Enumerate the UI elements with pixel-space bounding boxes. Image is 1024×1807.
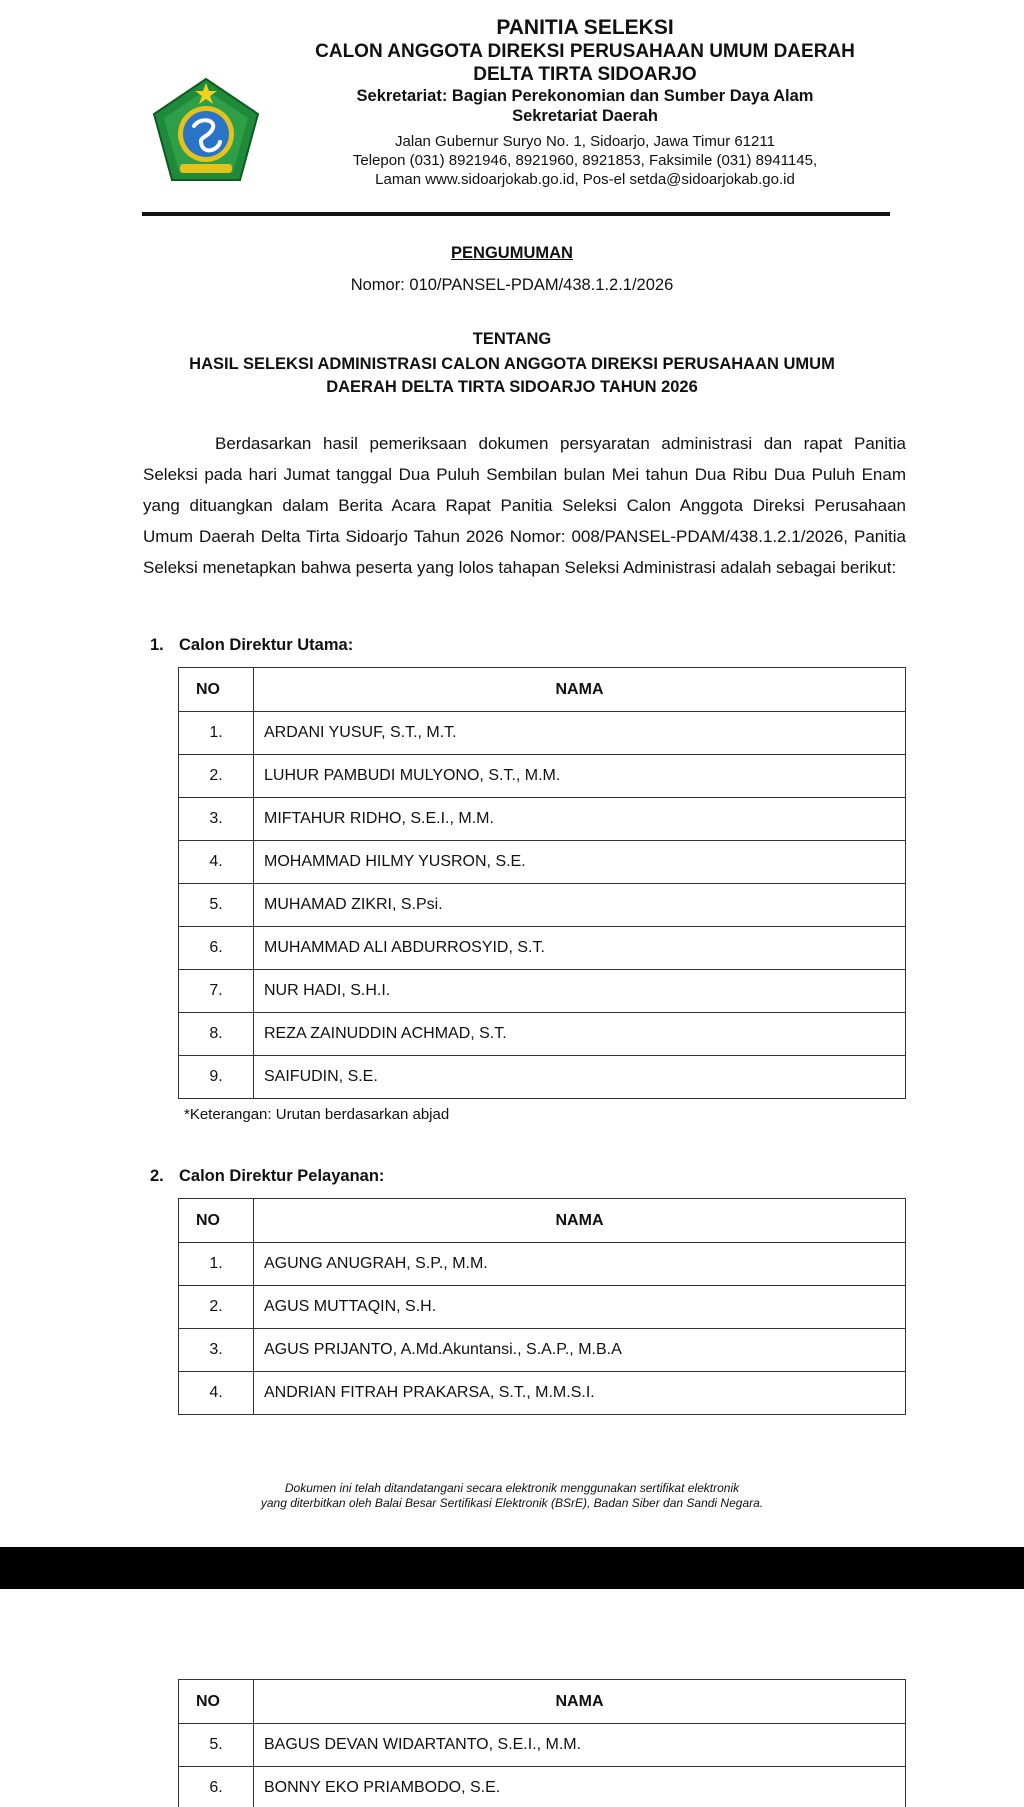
letterhead-text <box>290 16 880 189</box>
header-nama: NAMA <box>254 1199 906 1243</box>
announcement-number: Nomor: 010/PANSEL-PDAM/438.1.2.1/2026 <box>350 276 674 294</box>
row-nama: AGUNG ANUGRAH, S.P., M.M. <box>254 1243 906 1286</box>
table-row <box>179 970 906 1013</box>
table-header-row <box>179 1680 906 1724</box>
secretariat-line: Sekretariat: Bagian Perekonomian dan Sumber Daya Alam <box>356 87 814 105</box>
committee-name: PANITIA SELEKSI <box>496 16 674 39</box>
table-row <box>179 1724 906 1767</box>
candidates-table-director-service <box>178 1198 906 1415</box>
table-row <box>179 712 906 755</box>
row-nama: MOHAMMAD HILMY YUSRON, S.E. <box>254 841 906 884</box>
secretariat-region: Sekretariat Daerah <box>512 107 658 125</box>
section-2-number: 2. <box>150 1167 164 1185</box>
row-no: 6. <box>179 927 254 970</box>
table-row <box>179 884 906 927</box>
row-no: 7. <box>179 970 254 1013</box>
footer-line-2: yang diterbitkan oleh Balai Besar Sertifikasi Elektronik (BSrE), Badan Siber dan Sandi Negara. <box>260 1496 764 1510</box>
letterhead-divider <box>142 212 890 216</box>
row-nama: MUHAMAD ZIKRI, S.Psi. <box>254 884 906 927</box>
table-header-row <box>179 1199 906 1243</box>
row-nama: BAGUS DEVAN WIDARTANTO, S.E.I., M.M. <box>254 1724 906 1767</box>
row-no: 3. <box>179 798 254 841</box>
row-nama: AGUS PRIJANTO, A.Md.Akuntansi., S.A.P., M.B.A <box>254 1329 906 1372</box>
table-row <box>179 1243 906 1286</box>
committee-subtitle: CALON ANGGOTA DIREKSI PERUSAHAAN UMUM DAERAH <box>315 41 855 62</box>
table-row <box>179 1767 906 1807</box>
row-nama: ANDRIAN FITRAH PRAKARSA, S.T., M.M.S.I. <box>254 1372 906 1415</box>
announcement-about-label: TENTANG <box>472 330 552 348</box>
table-footnote: *Keterangan: Urutan berdasarkan abjad <box>184 1106 450 1123</box>
table-row <box>179 1286 906 1329</box>
row-no: 1. <box>179 712 254 755</box>
address: Jalan Gubernur Suryo No. 1, Sidoarjo, Jawa Timur 61211 <box>395 133 775 150</box>
candidates-table-director-main <box>178 667 906 1099</box>
subject-line-2: DAERAH DELTA TIRTA SIDOARJO TAHUN 2026 <box>326 378 698 396</box>
row-no: 9. <box>179 1056 254 1099</box>
table-row <box>179 1056 906 1099</box>
phone-fax: Telepon (031) 8921946, 8921960, 8921853, Faksimile (031) 8941145, <box>352 152 818 169</box>
row-nama: ARDANI YUSUF, S.T., M.T. <box>254 712 906 755</box>
row-nama: BONNY EKO PRIAMBODO, S.E. <box>254 1767 906 1807</box>
row-nama: LUHUR PAMBUDI MULYONO, S.T., M.M. <box>254 755 906 798</box>
document-page-2 <box>0 1589 1024 1807</box>
row-nama: MIFTAHUR RIDHO, S.E.I., M.M. <box>254 798 906 841</box>
table-header-row <box>179 668 906 712</box>
section-2-heading <box>150 1167 384 1186</box>
section-1-title: Calon Direktur Utama: <box>179 636 354 654</box>
candidates-table-continued <box>178 1679 906 1807</box>
subject-line-1: HASIL SELEKSI ADMINISTRASI CALON ANGGOTA DIREKSI PERUSAHAAN UMUM <box>189 355 835 373</box>
page-separator <box>0 1547 1024 1589</box>
row-no: 5. <box>179 1724 254 1767</box>
table-row <box>179 1013 906 1056</box>
row-no: 6. <box>179 1767 254 1807</box>
section-2-title: Calon Direktur Pelayanan: <box>179 1167 385 1185</box>
row-no: 2. <box>179 1286 254 1329</box>
row-nama: REZA ZAINUDDIN ACHMAD, S.T. <box>254 1013 906 1056</box>
row-no: 3. <box>179 1329 254 1372</box>
header-no: NO <box>179 668 254 712</box>
electronic-signature-notice <box>0 1481 1024 1511</box>
row-nama: NUR HADI, S.H.I. <box>254 970 906 1013</box>
letterhead <box>140 16 890 211</box>
announcement-title: PENGUMUMAN <box>451 244 573 262</box>
website-email: Laman www.sidoarjokab.go.id, Pos-el setda@sidoarjokab.go.id <box>375 171 795 188</box>
section-1-number: 1. <box>150 636 164 654</box>
row-nama: AGUS MUTTAQIN, S.H. <box>254 1286 906 1329</box>
row-no: 4. <box>179 841 254 884</box>
table-row <box>179 1372 906 1415</box>
row-no: 2. <box>179 755 254 798</box>
body-paragraph: Berdasarkan hasil pemeriksaan dokumen persyaratan administrasi dan rapat Panitia Seleksi pada hari Jumat tanggal Dua Puluh Sembilan bulan Mei tahun Dua Ribu Dua Puluh Enam yang dituangkan dalam Berita Acara Rapat Panitia Seleksi Calon Anggota Direksi Perusahaan Umum Daerah Delta Tirta Sidoarjo Tahun 2026 Nomor: 008/PANSEL-PDAM/438.1.2.1/2026, Panitia Seleksi menetapkan bahwa peserta yang lolos tahapan Seleksi Administrasi adalah sebagai berikut: <box>143 434 906 577</box>
header-no: NO <box>179 1199 254 1243</box>
section-1-heading <box>150 636 353 655</box>
table-row <box>179 1329 906 1372</box>
row-no: 8. <box>179 1013 254 1056</box>
footer-line-1: Dokumen ini telah ditandatangani secara elektronik menggunakan sertifikat elektronik <box>284 1481 740 1495</box>
row-nama: MUHAMMAD ALI ABDURROSYID, S.T. <box>254 927 906 970</box>
header-nama: NAMA <box>254 668 906 712</box>
row-no: 1. <box>179 1243 254 1286</box>
announcement-subject <box>0 353 1024 399</box>
row-nama: SAIFUDIN, S.E. <box>254 1056 906 1099</box>
header-nama: NAMA <box>254 1680 906 1724</box>
table-row <box>179 755 906 798</box>
table-row <box>179 841 906 884</box>
row-no: 5. <box>179 884 254 927</box>
table-row <box>179 798 906 841</box>
header-no: NO <box>179 1680 254 1724</box>
row-no: 4. <box>179 1372 254 1415</box>
company-name: DELTA TIRTA SIDOARJO <box>473 64 697 85</box>
table-row <box>179 927 906 970</box>
sidoarjo-regency-emblem-icon <box>146 76 266 186</box>
